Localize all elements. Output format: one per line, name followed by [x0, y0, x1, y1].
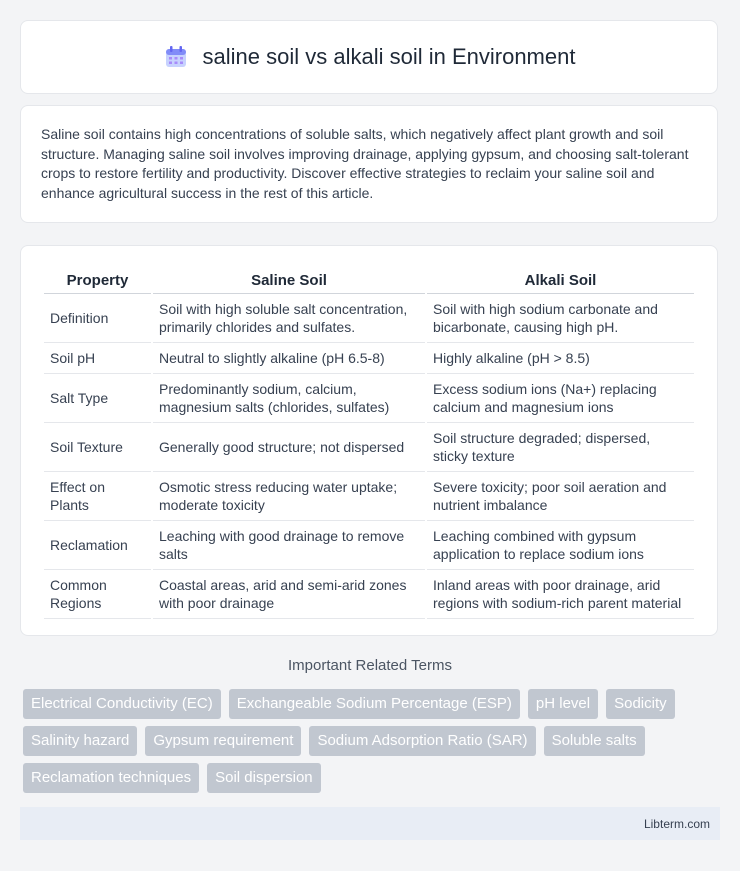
table-cell: Generally good structure; not dispersed	[153, 423, 425, 472]
table-cell: Excess sodium ions (Na+) replacing calcium and magnesium ions	[427, 374, 694, 423]
term-tag[interactable]: Exchangeable Sodium Percentage (ESP)	[229, 689, 520, 719]
table-cell: Soil pH	[44, 343, 151, 374]
table-row	[44, 472, 694, 521]
intro-paragraph: Saline soil contains high concentrations of soluble salts, which negatively affect plant growth and soil structure. Managing saline soil involves improving drainage, applying gypsum, and choosing salt-tolerant crops to restore fertility and productivity. Discover effective strategies to reclaim your saline soil and enhance agricultural success in the rest of this article.	[20, 105, 718, 223]
term-tag[interactable]: Soluble salts	[544, 726, 645, 756]
table-row	[44, 423, 694, 472]
table-cell: Effect on Plants	[44, 472, 151, 521]
footer-site-link[interactable]: Libterm.com	[643, 816, 710, 831]
table-row	[44, 570, 694, 619]
table-cell: Salt Type	[44, 374, 151, 423]
table-row	[44, 343, 694, 374]
table-cell: Leaching with good drainage to remove salts	[153, 521, 425, 570]
table-cell: Osmotic stress reducing water uptake; moderate toxicity	[153, 472, 425, 521]
table-cell: Definition	[44, 294, 151, 343]
table-cell: Predominantly sodium, calcium, magnesium salts (chlorides, sulfates)	[153, 374, 425, 423]
page-header	[20, 20, 718, 94]
table-cell: Neutral to slightly alkaline (pH 6.5-8)	[153, 343, 425, 374]
table-cell: Severe toxicity; poor soil aeration and nutrient imbalance	[427, 472, 694, 521]
page-title: saline soil vs alkali soil in Environment	[202, 44, 576, 69]
term-tag[interactable]: Soil dispersion	[207, 763, 321, 793]
table-cell: Highly alkaline (pH > 8.5)	[427, 343, 694, 374]
table-cell: Soil Texture	[44, 423, 151, 472]
term-tag[interactable]: Salinity hazard	[23, 726, 137, 756]
table-cell: Inland areas with poor drainage, arid regions with sodium-rich parent material	[427, 570, 694, 619]
table-cell: Soil structure degraded; dispersed, sticky texture	[427, 423, 694, 472]
term-tag[interactable]: Sodium Adsorption Ratio (SAR)	[309, 726, 535, 756]
term-tag[interactable]: Sodicity	[606, 689, 675, 719]
table-cell: Reclamation	[44, 521, 151, 570]
table-cell: Coastal areas, arid and semi-arid zones with poor drainage	[153, 570, 425, 619]
column-header: Property	[44, 264, 151, 294]
comparison-table	[42, 264, 696, 619]
term-tag[interactable]: Gypsum requirement	[145, 726, 301, 756]
term-tag[interactable]: Reclamation techniques	[23, 763, 199, 793]
comparison-table-card	[20, 245, 718, 636]
term-tag[interactable]: pH level	[528, 689, 598, 719]
column-header: Alkali Soil	[427, 264, 694, 294]
table-row	[44, 294, 694, 343]
table-header-row	[44, 264, 694, 294]
calendar-icon	[163, 44, 189, 70]
table-row	[44, 374, 694, 423]
column-header: Saline Soil	[153, 264, 425, 294]
related-terms-list	[23, 689, 713, 793]
term-tag[interactable]: Electrical Conductivity (EC)	[23, 689, 221, 719]
table-cell: Soil with high sodium carbonate and bicarbonate, causing high pH.	[427, 294, 694, 343]
footer	[20, 807, 720, 840]
table-row	[44, 521, 694, 570]
related-terms-title: Important Related Terms	[288, 657, 452, 674]
table-cell: Soil with high soluble salt concentration, primarily chlorides and sulfates.	[153, 294, 425, 343]
table-cell: Leaching combined with gypsum application to replace sodium ions	[427, 521, 694, 570]
table-cell: Common Regions	[44, 570, 151, 619]
